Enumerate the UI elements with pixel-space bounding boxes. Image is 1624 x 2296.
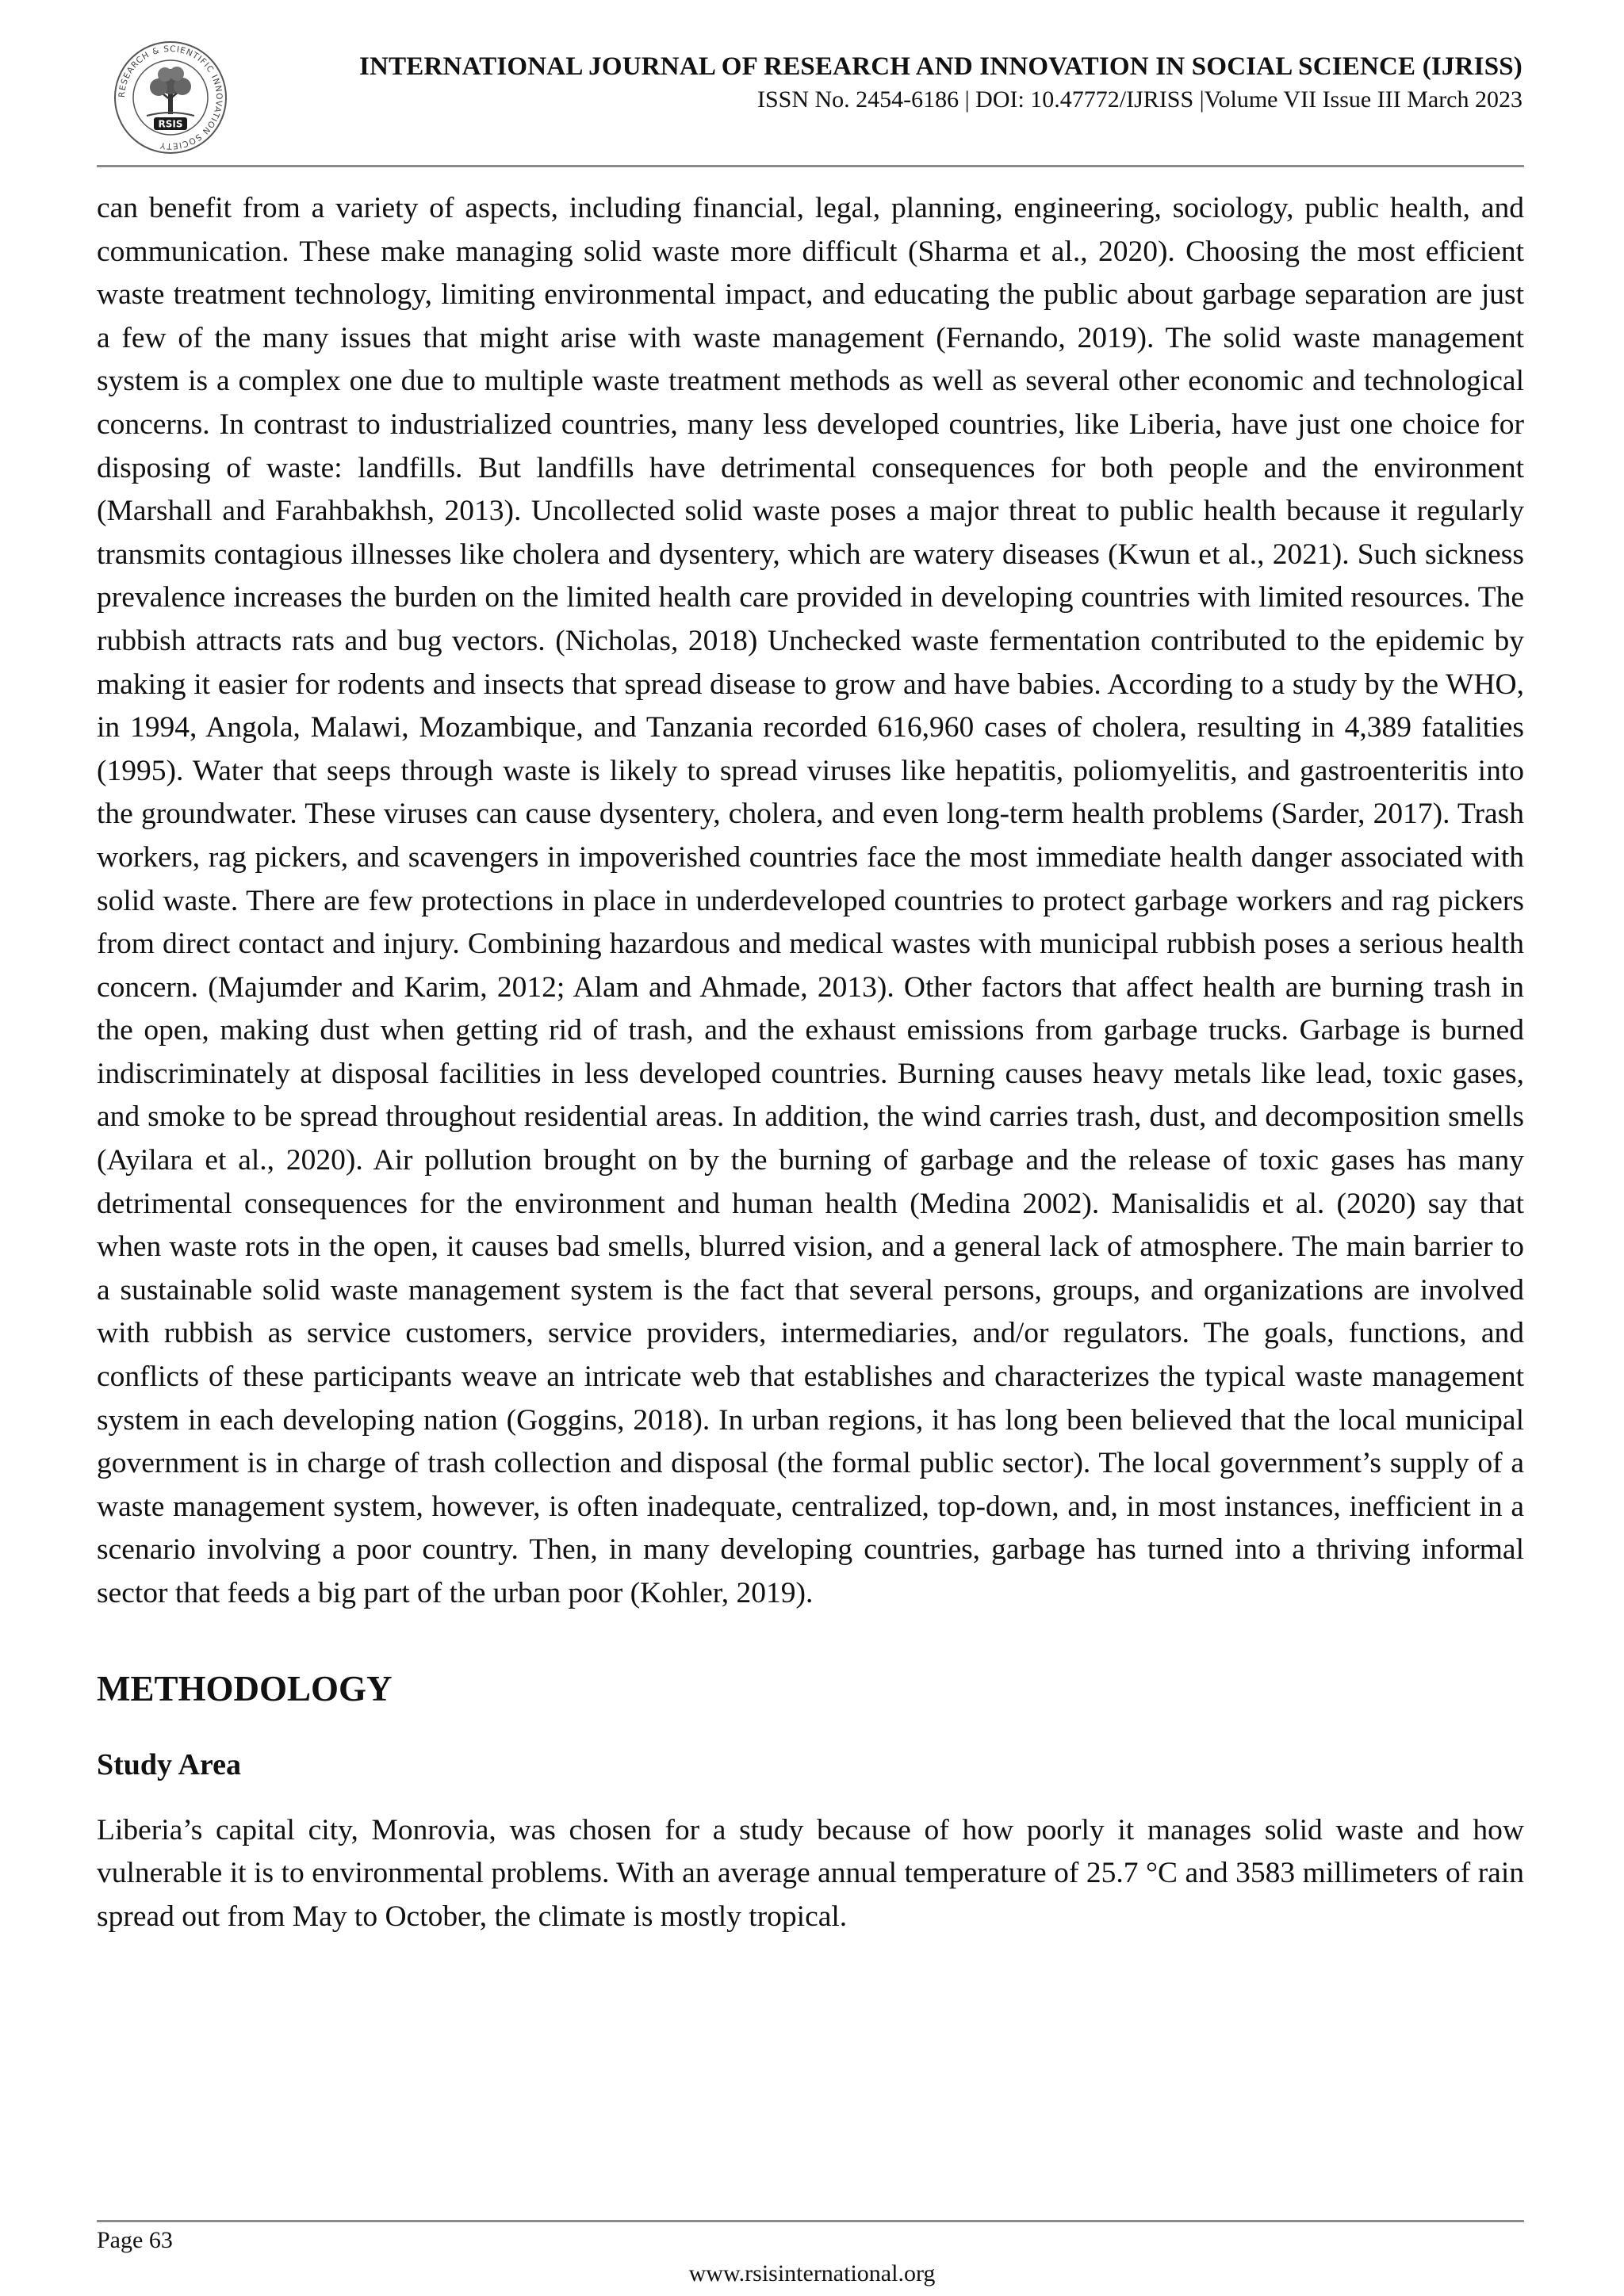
journal-title: INTERNATIONAL JOURNAL OF RESEARCH AND INNOVATION IN SOCIAL SCIENCE (IJRISS) xyxy=(359,52,1522,81)
footer-divider xyxy=(97,2220,1524,2222)
article-body xyxy=(97,187,1524,1938)
study-area-paragraph: Liberia’s capital city, Monrovia, was chosen for a study because of how poorly it manages solid waste and how vulnerable it is to environmental problems. With an average annual temperature of 25.7 °C and 3583 millimeters of rain spread out from May to October, the climate is mostly tropical. xyxy=(97,1813,1524,1933)
header-divider xyxy=(97,165,1524,167)
issn-line: ISSN No. 2454-6186 | DOI: 10.47772/IJRISS |Volume VII Issue III March 2023 xyxy=(756,86,1522,113)
logo-badge-text: RSIS xyxy=(158,118,183,130)
journal-header xyxy=(359,49,1522,116)
logo-ring-text: RESEARCH & SCIENTIFIC INNOVATION SOCIETY xyxy=(117,44,224,151)
journal-logo xyxy=(111,38,230,157)
page-number: Page 63 xyxy=(97,2227,173,2253)
website-link[interactable]: www.rsisinternational.org xyxy=(688,2260,936,2286)
subsection-heading: Study Area xyxy=(97,1747,241,1781)
tree-seal-logo-icon xyxy=(111,38,230,157)
body-paragraph: can benefit from a variety of aspects, including financial, legal, planning, engineering, sociology, public health, and communication. These make managing solid waste more difficult (Sharma et al., 2020). Choosing the most efficient waste treatment technology, limiting environmental impact, and educating the public about garbage separation are just a few of the many issues that might arise with waste management (Fernando, 2019). The solid waste management system is a complex one due to multiple waste treatment methods as well as several other economic and technological concerns. In contrast to industrialized countries, many less developed countries, like Liberia, have just one choice for disposing of waste: landfills. But landfills have detrimental consequences for both people and the environment (Marshall and Farahbakhsh, 2013). Uncollected solid waste poses a major threat to public health because it regularly transmits contagious illnesses like cholera and dysentery, which are watery diseases (Kwun et al., 2021). Such sickness prevalence increases the burden on the limited health care provided in developing countries with limited resources. The rubbish attracts rats and bug vectors. (Nicholas, 2018) Unchecked waste fermentation contributed to the epidemic by making it easier for rodents and insects that spread disease to grow and have babies. According to a study by the WHO, in 1994, Angola, Malawi, Mozambique, and Tanzania recorded 616,960 cases of cholera, resulting in 4,389 fatalities (1995). Water that seeps through waste is likely to spread viruses like hepatitis, poliomyelitis, and gastroenteritis into the groundwater. These viruses can cause dysentery, cholera, and even long-term health problems (Sarder, 2017). Trash workers, rag pickers, and scavengers in impoverished countries face the most immediate health danger associated with solid waste. There are few protections in place in underdeveloped countries to protect garbage workers and rag pickers from direct contact and injury. Combining hazardous and medical wastes with municipal rubbish poses a serious health concern. (Majumder and Karim, 2012; Alam and Ahmade, 2013). Other factors that affect health are burning trash in the open, making dust when getting rid of trash, and the exhaust emissions from garbage trucks. Garbage is burned indiscriminately at disposal facilities in less developed countries. Burning causes heavy metals like lead, toxic gases, and smoke to be spread throughout residential areas. In addition, the wind carries trash, dust, and decomposition smells (Ayilara et al., 2020). Air pollution brought on by the burning of garbage and the release of toxic gases has many detrimental consequences for the environment and human health (Medina 2002). Manisalidis et al. (2020) say that when waste rots in the open, it causes bad smells, blurred vision, and a general lack of atmosphere. The main barrier to a sustainable solid waste management system is the fact that several persons, groups, and organizations are involved with rubbish as service customers, service providers, intermediaries, and/or regulators. The goals, functions, and conflicts of these participants weave an intricate web that establishes and characterizes the typical waste management system in each developing nation (Goggins, 2018). In urban regions, it has long been believed that the local municipal government is in charge of trash collection and disposal (the formal public sector). The local government’s supply of a waste management system, however, is often inadequate, centralized, top-down, and, in most instances, inefficient in a scenario involving a poor country. Then, in many developing countries, garbage has turned into a thriving informal sector that feeds a big part of the urban poor (Kohler, 2019). xyxy=(97,192,1524,1609)
section-heading: METHODOLOGY xyxy=(97,1668,393,1709)
